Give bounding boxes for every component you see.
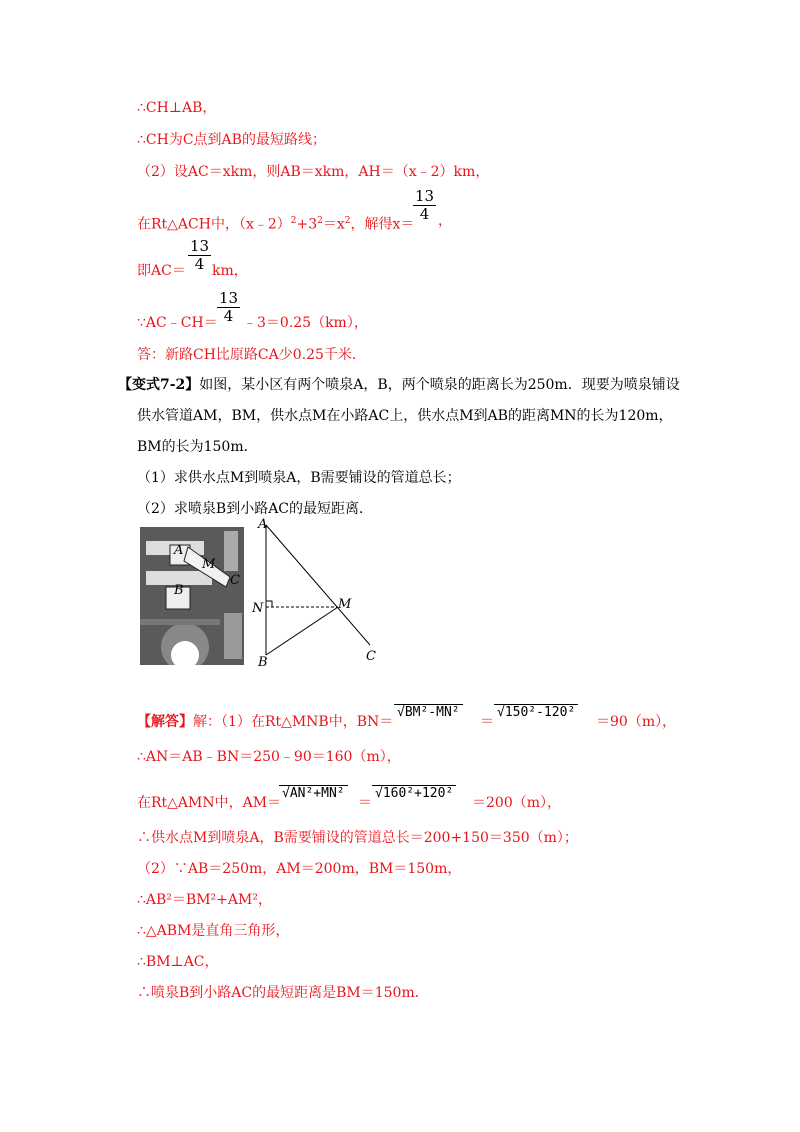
am-result: ＝200（m）， — [472, 795, 561, 811]
radical-150-120: √150²-120² — [494, 704, 578, 720]
step-ch-perp-ab: ∴CH⊥AB， — [137, 100, 217, 116]
solution-line-4: ∴供水点M到喷泉A，B需要铺设的管道总长＝200+150＝350（m）； — [137, 830, 578, 846]
label-b: B — [258, 655, 268, 670]
step-ac-value: 即AC＝ — [137, 263, 186, 279]
problem-figure — [140, 515, 400, 670]
solution-line-1 — [137, 713, 393, 731]
label-m: M — [338, 597, 352, 612]
radicand-1: BM²-MN² — [404, 705, 460, 720]
solution-line-9: ∴喷泉B到小路AC的最短距离是BM＝150m． — [137, 985, 429, 1001]
radicand-4: 160²+120² — [382, 786, 454, 801]
eq-part-b: +3 — [296, 216, 318, 233]
fraction-num: 13 — [219, 289, 239, 307]
community-photo — [140, 527, 244, 665]
label-c: C — [366, 649, 376, 664]
photo-sketch — [140, 527, 244, 665]
photo-label-b: B — [174, 583, 184, 598]
solution-line-3: 在Rt△AMN中，AM＝ — [137, 795, 282, 811]
comma: ， — [438, 213, 452, 229]
eq-part-a: 在Rt△ACH中，（x﹣2） — [137, 216, 291, 233]
fraction-den: 4 — [223, 307, 234, 325]
fraction-num: 13 — [415, 187, 435, 205]
fraction-num: 13 — [190, 237, 210, 255]
solution-line-5: （2）∵AB＝250m，AM＝200m，BM＝150m， — [137, 861, 462, 877]
label-n: N — [252, 601, 264, 616]
label-a: A — [258, 517, 268, 532]
fraction-den: 4 — [194, 255, 205, 273]
radicand-2: 150²-120² — [504, 705, 576, 720]
question-1: （1）求供水点M到喷泉A，B需要铺设的管道总长； — [137, 470, 461, 486]
equals-2: ＝ — [358, 795, 372, 811]
difference-result: ﹣3＝0.25（km）， — [243, 315, 368, 331]
step-set-ac: （2）设AC＝xkm，则AB＝xkm，AH＝（x﹣2）km， — [137, 164, 490, 180]
radical-160-120: √160²+120² — [372, 785, 456, 801]
problem-text-1: 如图，某小区有两个喷泉A，B，两个喷泉的距离长为250m．现要为喷泉铺设 — [199, 377, 680, 393]
step-ch-shortest: ∴CH为C点到AB的最短路线； — [137, 132, 326, 148]
unit-km: km， — [212, 263, 248, 279]
problem-line-2: 供水管道AM，BM，供水点M在小路AC上，供水点M到AB的距离MN的长为120m， — [137, 408, 673, 424]
step-pythagoras-ach — [137, 212, 414, 234]
radicand-3: AN²+MN² — [289, 786, 345, 801]
bn-result: ＝90（m）， — [596, 714, 677, 730]
photo-label-c: C — [230, 573, 240, 588]
segment-bm — [266, 607, 338, 655]
solution-line-6: ∴AB²＝BM²+AM²， — [137, 892, 272, 908]
equals-1: ＝ — [480, 714, 494, 730]
segment-ac — [266, 525, 370, 645]
answer-line: 答：新路CH比原路CA少0.25千米． — [137, 347, 366, 363]
photo-label-a: A — [174, 543, 184, 558]
fraction-13-4 — [413, 188, 436, 223]
solution-line-2: ∴AN＝AB﹣BN＝250﹣90＝160（m）， — [137, 749, 401, 765]
solution-tag: 【解答】 — [137, 714, 193, 730]
photo-label-m: M — [202, 557, 216, 572]
problem-tag: 【变式7-2】 — [118, 377, 200, 393]
problem-line-3: BM的长为150m． — [137, 439, 258, 455]
right-angle-mark — [266, 601, 272, 607]
eq-part-d: ，解得x＝ — [350, 216, 415, 233]
fraction-den: 4 — [419, 205, 430, 223]
question-2: （2）求喷泉B到小路AC的最短距离． — [137, 501, 374, 517]
exp-2: 2 — [290, 216, 297, 226]
solution-text-1: 解：（1）在Rt△MNB中，BN＝ — [193, 714, 394, 730]
solution-line-8: ∴BM⊥AC， — [137, 954, 219, 970]
fraction-13-4 — [188, 238, 211, 273]
problem-line-1 — [118, 376, 680, 394]
geometry-diagram — [250, 515, 400, 670]
step-difference: ∵AC﹣CH＝ — [137, 315, 218, 331]
radical-an-mn: √AN²+MN² — [279, 785, 348, 801]
fraction-13-4 — [217, 290, 240, 325]
exp-2: 2 — [317, 216, 323, 226]
solution-line-7: ∴△ABM是直角三角形， — [137, 923, 290, 939]
exp-2: 2 — [344, 216, 351, 226]
radical-bm-mn: √BM²-MN² — [394, 704, 463, 720]
eq-part-c: ＝x — [322, 216, 345, 233]
